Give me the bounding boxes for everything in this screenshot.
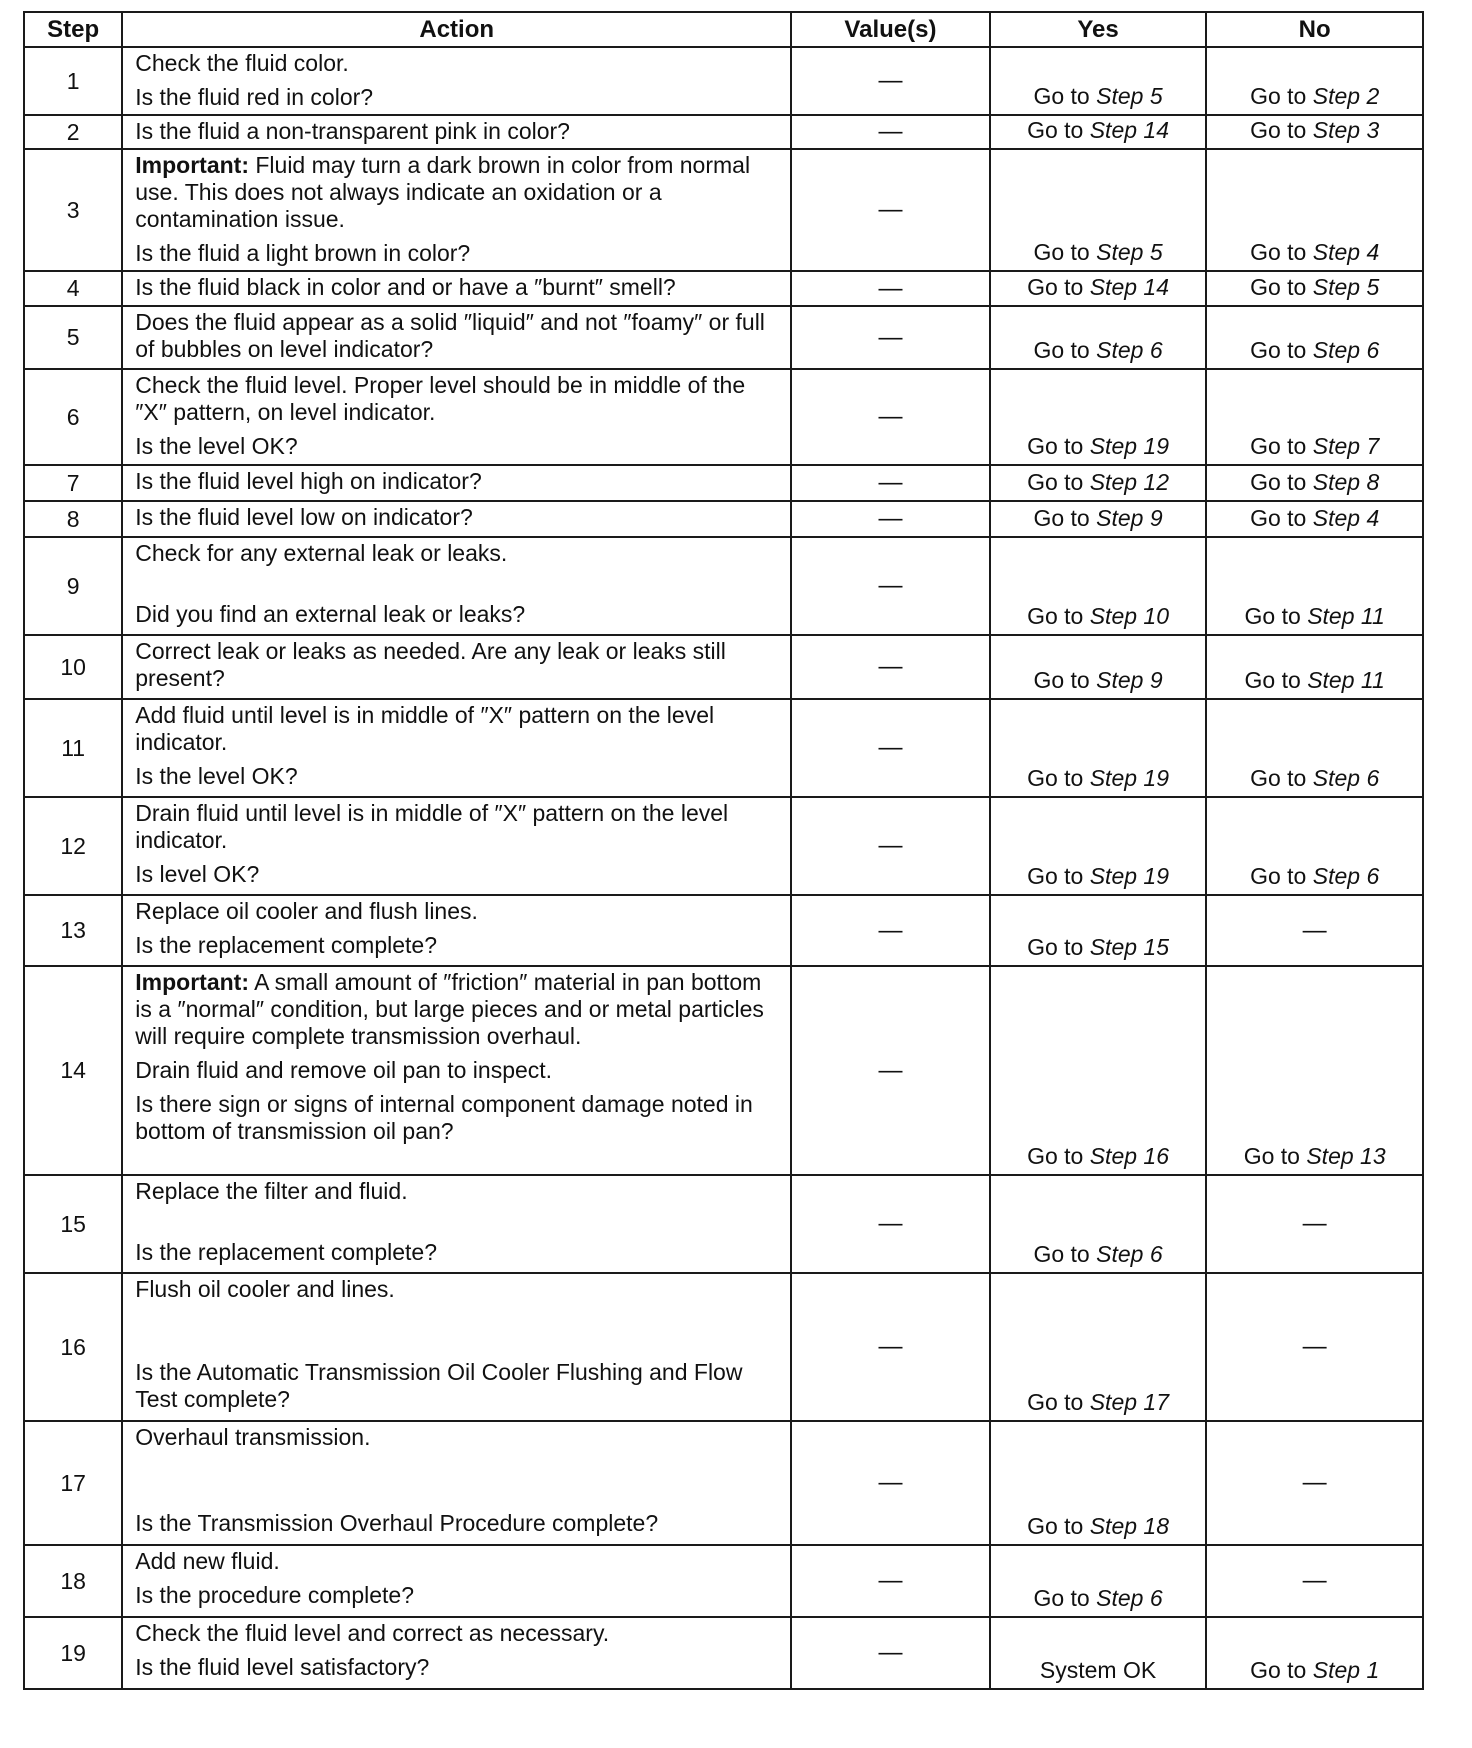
no-step-ref: Step 4 [1312, 239, 1380, 265]
action-text: Add fluid until level is in middle of ″X″ pattern on the level indicator. [135, 702, 715, 755]
action-question: Is the fluid black in color and or have a ″burnt″ smell? [135, 274, 676, 300]
yes-step-ref: Step 6 [1096, 1585, 1163, 1611]
table-header-row [24, 12, 1423, 47]
yes-step-ref: Step 10 [1089, 603, 1170, 629]
goto-label: Go to [1250, 83, 1307, 109]
action-cell [122, 47, 791, 115]
step-number: 4 [24, 271, 122, 306]
header-yes: Yes [990, 12, 1207, 47]
goto-label: Go to [1033, 1241, 1090, 1267]
yes-cell [990, 149, 1207, 271]
yes-step-ref: Step 15 [1089, 934, 1170, 960]
action-question: Did you find an external leak or leaks? [135, 601, 526, 627]
goto-label: Go to [1250, 469, 1307, 495]
no-cell [1206, 966, 1423, 1175]
goto-label: Go to [1250, 433, 1307, 459]
important-label: Important: [135, 969, 249, 995]
value-cell: — [791, 271, 990, 306]
action-question: Is the fluid a non-transparent pink in color? [135, 118, 570, 144]
action-question: Is the fluid level high on indicator? [135, 468, 482, 494]
step-number: 10 [24, 635, 122, 699]
value-cell: — [791, 306, 990, 369]
step-number: 5 [24, 306, 122, 369]
no-step-ref: Step 8 [1312, 469, 1380, 495]
yes-step-ref: Step 9 [1096, 505, 1163, 531]
action-question: Is the replacement complete? [135, 932, 437, 958]
step-number: 2 [24, 115, 122, 149]
step-number: 8 [24, 501, 122, 537]
action-cell [122, 149, 791, 271]
goto-label: Go to [1027, 765, 1084, 791]
system-ok-label: System OK [1039, 1657, 1157, 1683]
value-cell: — [791, 465, 990, 501]
important-note [135, 152, 780, 233]
yes-cell [990, 1617, 1207, 1689]
action-cell [122, 1545, 791, 1617]
action-cell [122, 895, 791, 966]
yes-cell [990, 537, 1207, 635]
goto-label: Go to [1250, 239, 1307, 265]
table-row [24, 149, 1423, 271]
step-number: 14 [24, 966, 122, 1175]
table-row [24, 1545, 1423, 1617]
header-values: Value(s) [791, 12, 990, 47]
yes-cell [990, 306, 1207, 369]
value-cell: — [791, 895, 990, 966]
action-question: Is the fluid level low on indicator? [135, 504, 473, 530]
value-cell: — [791, 1273, 990, 1421]
no-cell [1206, 1617, 1423, 1689]
value-cell: — [791, 149, 990, 271]
table-row [24, 465, 1423, 501]
no-step-ref: Step 7 [1312, 433, 1380, 459]
yes-step-ref: Step 5 [1096, 83, 1163, 109]
goto-label: Go to [1033, 1585, 1090, 1611]
action-question: Is the fluid level satisfactory? [135, 1654, 430, 1680]
step-number: 9 [24, 537, 122, 635]
no-step-ref: Step 1 [1312, 1657, 1380, 1683]
yes-cell [990, 1273, 1207, 1421]
table-row [24, 966, 1423, 1175]
table-row [24, 635, 1423, 699]
goto-label: Go to [1033, 667, 1090, 693]
action-cell [122, 1421, 791, 1545]
table-row [24, 1273, 1423, 1421]
no-cell: — [1206, 1421, 1423, 1545]
yes-step-ref: Step 19 [1089, 433, 1170, 459]
goto-label: Go to [1027, 433, 1084, 459]
step-number: 6 [24, 369, 122, 465]
table-row [24, 501, 1423, 537]
yes-step-ref: Step 14 [1089, 274, 1170, 300]
table-row [24, 369, 1423, 465]
goto-label: Go to [1027, 603, 1084, 629]
goto-label: Go to [1027, 934, 1084, 960]
action-cell [122, 537, 791, 635]
action-question: Is level OK? [135, 861, 260, 887]
value-cell: — [791, 1545, 990, 1617]
goto-label: Go to [1033, 239, 1090, 265]
yes-step-ref: Step 14 [1089, 117, 1170, 143]
no-cell [1206, 635, 1423, 699]
action-question: Is the replacement complete? [135, 1239, 437, 1265]
goto-label: Go to [1027, 1143, 1084, 1169]
step-number: 16 [24, 1273, 122, 1421]
step-number: 18 [24, 1545, 122, 1617]
goto-label: Go to [1027, 1389, 1084, 1415]
action-text: Replace oil cooler and flush lines. [135, 898, 478, 924]
value-cell: — [791, 537, 990, 635]
action-cell [122, 465, 791, 501]
yes-cell [990, 1421, 1207, 1545]
action-cell [122, 1273, 791, 1421]
important-text: A small amount of ″friction″ material in pan bottom is a ″normal″ condition, but large pieces and or metal particles will require complete transmission overhaul. [135, 969, 764, 1049]
no-cell [1206, 306, 1423, 369]
no-step-ref: Step 4 [1312, 505, 1380, 531]
diagnostic-steps-table [23, 11, 1424, 1690]
no-cell [1206, 115, 1423, 149]
action-text: Flush oil cooler and lines. [135, 1276, 395, 1302]
goto-label: Go to [1250, 117, 1307, 143]
action-question: Is the Transmission Overhaul Procedure complete? [135, 1510, 659, 1536]
value-cell: — [791, 635, 990, 699]
yes-cell [990, 501, 1207, 537]
action-question: Is the fluid red in color? [135, 84, 374, 110]
yes-cell [990, 47, 1207, 115]
goto-label: Go to [1243, 1143, 1300, 1169]
step-number: 3 [24, 149, 122, 271]
action-cell [122, 1175, 791, 1273]
goto-label: Go to [1033, 83, 1090, 109]
yes-step-ref: Step 19 [1089, 765, 1170, 791]
header-action: Action [122, 12, 791, 47]
no-step-ref: Step 11 [1307, 667, 1385, 693]
no-step-ref: Step 6 [1312, 337, 1380, 363]
table-row [24, 306, 1423, 369]
table-row [24, 47, 1423, 115]
action-question: Is the level OK? [135, 763, 298, 789]
step-number: 7 [24, 465, 122, 501]
action-text: Check the fluid level and correct as necessary. [135, 1620, 610, 1646]
goto-label: Go to [1033, 337, 1090, 363]
step-number: 17 [24, 1421, 122, 1545]
goto-label: Go to [1250, 337, 1307, 363]
no-cell [1206, 537, 1423, 635]
goto-label: Go to [1250, 863, 1307, 889]
goto-label: Go to [1027, 117, 1084, 143]
step-number: 19 [24, 1617, 122, 1689]
step-number: 13 [24, 895, 122, 966]
important-note [135, 969, 780, 1050]
table-row [24, 271, 1423, 306]
goto-label: Go to [1250, 1657, 1307, 1683]
yes-step-ref: Step 6 [1096, 337, 1163, 363]
no-step-ref: Step 2 [1312, 83, 1380, 109]
action-cell [122, 369, 791, 465]
header-step: Step [24, 12, 122, 47]
yes-cell [990, 797, 1207, 895]
no-cell [1206, 369, 1423, 465]
action-cell [122, 501, 791, 537]
action-question: Is the procedure complete? [135, 1582, 414, 1608]
no-cell: — [1206, 1175, 1423, 1273]
value-cell: — [791, 501, 990, 537]
yes-step-ref: Step 19 [1089, 863, 1170, 889]
no-step-ref: Step 5 [1312, 274, 1380, 300]
no-cell [1206, 797, 1423, 895]
yes-cell [990, 635, 1207, 699]
goto-label: Go to [1027, 1513, 1084, 1539]
yes-cell [990, 895, 1207, 966]
step-number: 11 [24, 699, 122, 797]
action-text: Add new fluid. [135, 1548, 280, 1574]
no-cell [1206, 501, 1423, 537]
action-text: Replace the filter and fluid. [135, 1178, 408, 1204]
action-question: Is the fluid a light brown in color? [135, 240, 471, 266]
yes-cell [990, 115, 1207, 149]
value-cell: — [791, 699, 990, 797]
goto-label: Go to [1250, 274, 1307, 300]
important-label: Important: [135, 152, 249, 178]
goto-label: Go to [1250, 765, 1307, 791]
action-text: Check the fluid level. Proper level should be in middle of the ″X″ pattern, on level indicator. [135, 372, 746, 425]
table-row [24, 1421, 1423, 1545]
action-cell [122, 306, 791, 369]
value-cell: — [791, 1617, 990, 1689]
action-cell [122, 699, 791, 797]
goto-label: Go to [1250, 505, 1307, 531]
action-question: Correct leak or leaks as needed. Are any leak or leaks still present? [135, 638, 726, 691]
action-text: Drain fluid and remove oil pan to inspect. [135, 1057, 553, 1083]
yes-cell [990, 1175, 1207, 1273]
goto-label: Go to [1244, 603, 1301, 629]
no-step-ref: Step 6 [1312, 765, 1380, 791]
important-text: Fluid may turn a dark brown in color from normal use. This does not always indicate an oxidation or a contamination issue. [135, 152, 751, 232]
value-cell: — [791, 47, 990, 115]
yes-step-ref: Step 18 [1089, 1513, 1170, 1539]
no-cell [1206, 465, 1423, 501]
goto-label: Go to [1027, 274, 1084, 300]
table-row [24, 699, 1423, 797]
table-row [24, 797, 1423, 895]
action-question: Is the level OK? [135, 433, 298, 459]
table-row [24, 1175, 1423, 1273]
no-step-ref: Step 11 [1307, 603, 1385, 629]
action-cell [122, 271, 791, 306]
action-question: Does the fluid appear as a solid ″liquid″ and not ″foamy″ or full of bubbles on level indicator? [135, 309, 765, 362]
action-cell [122, 797, 791, 895]
value-cell: — [791, 1421, 990, 1545]
yes-step-ref: Step 17 [1089, 1389, 1170, 1415]
action-question: Is the Automatic Transmission Oil Cooler Flushing and Flow Test complete? [135, 1359, 743, 1412]
yes-step-ref: Step 16 [1089, 1143, 1170, 1169]
action-text: Check for any external leak or leaks. [135, 540, 508, 566]
yes-step-ref: Step 5 [1096, 239, 1163, 265]
yes-step-ref: Step 12 [1089, 469, 1170, 495]
no-step-ref: Step 3 [1312, 117, 1380, 143]
value-cell: — [791, 1175, 990, 1273]
table-row [24, 895, 1423, 966]
yes-cell [990, 699, 1207, 797]
yes-cell [990, 465, 1207, 501]
yes-cell [990, 966, 1207, 1175]
yes-cell [990, 271, 1207, 306]
action-cell [122, 635, 791, 699]
action-text: Check the fluid color. [135, 50, 349, 76]
step-number: 15 [24, 1175, 122, 1273]
action-text: Drain fluid until level is in middle of ″X″ pattern on the level indicator. [135, 800, 729, 853]
value-cell: — [791, 115, 990, 149]
goto-label: Go to [1033, 505, 1090, 531]
action-cell [122, 115, 791, 149]
no-cell [1206, 699, 1423, 797]
goto-label: Go to [1027, 469, 1084, 495]
action-question: Is there sign or signs of internal component damage noted in bottom of transmission oil pan? [135, 1091, 753, 1144]
no-cell [1206, 271, 1423, 306]
diagnostic-table-container [23, 11, 1424, 1690]
table-row [24, 115, 1423, 149]
no-step-ref: Step 13 [1306, 1143, 1386, 1169]
step-number: 12 [24, 797, 122, 895]
no-cell: — [1206, 1545, 1423, 1617]
goto-label: Go to [1027, 863, 1084, 889]
no-cell: — [1206, 1273, 1423, 1421]
value-cell: — [791, 369, 990, 465]
no-cell [1206, 47, 1423, 115]
goto-label: Go to [1244, 667, 1301, 693]
table-row [24, 537, 1423, 635]
no-cell: — [1206, 895, 1423, 966]
action-cell [122, 1617, 791, 1689]
action-cell [122, 966, 791, 1175]
table-row [24, 1617, 1423, 1689]
yes-cell [990, 369, 1207, 465]
value-cell: — [791, 966, 990, 1175]
yes-step-ref: Step 9 [1096, 667, 1163, 693]
no-cell [1206, 149, 1423, 271]
value-cell: — [791, 797, 990, 895]
no-step-ref: Step 6 [1312, 863, 1380, 889]
yes-step-ref: Step 6 [1096, 1241, 1163, 1267]
step-number: 1 [24, 47, 122, 115]
action-text: Overhaul transmission. [135, 1424, 371, 1450]
header-no: No [1206, 12, 1423, 47]
yes-cell [990, 1545, 1207, 1617]
